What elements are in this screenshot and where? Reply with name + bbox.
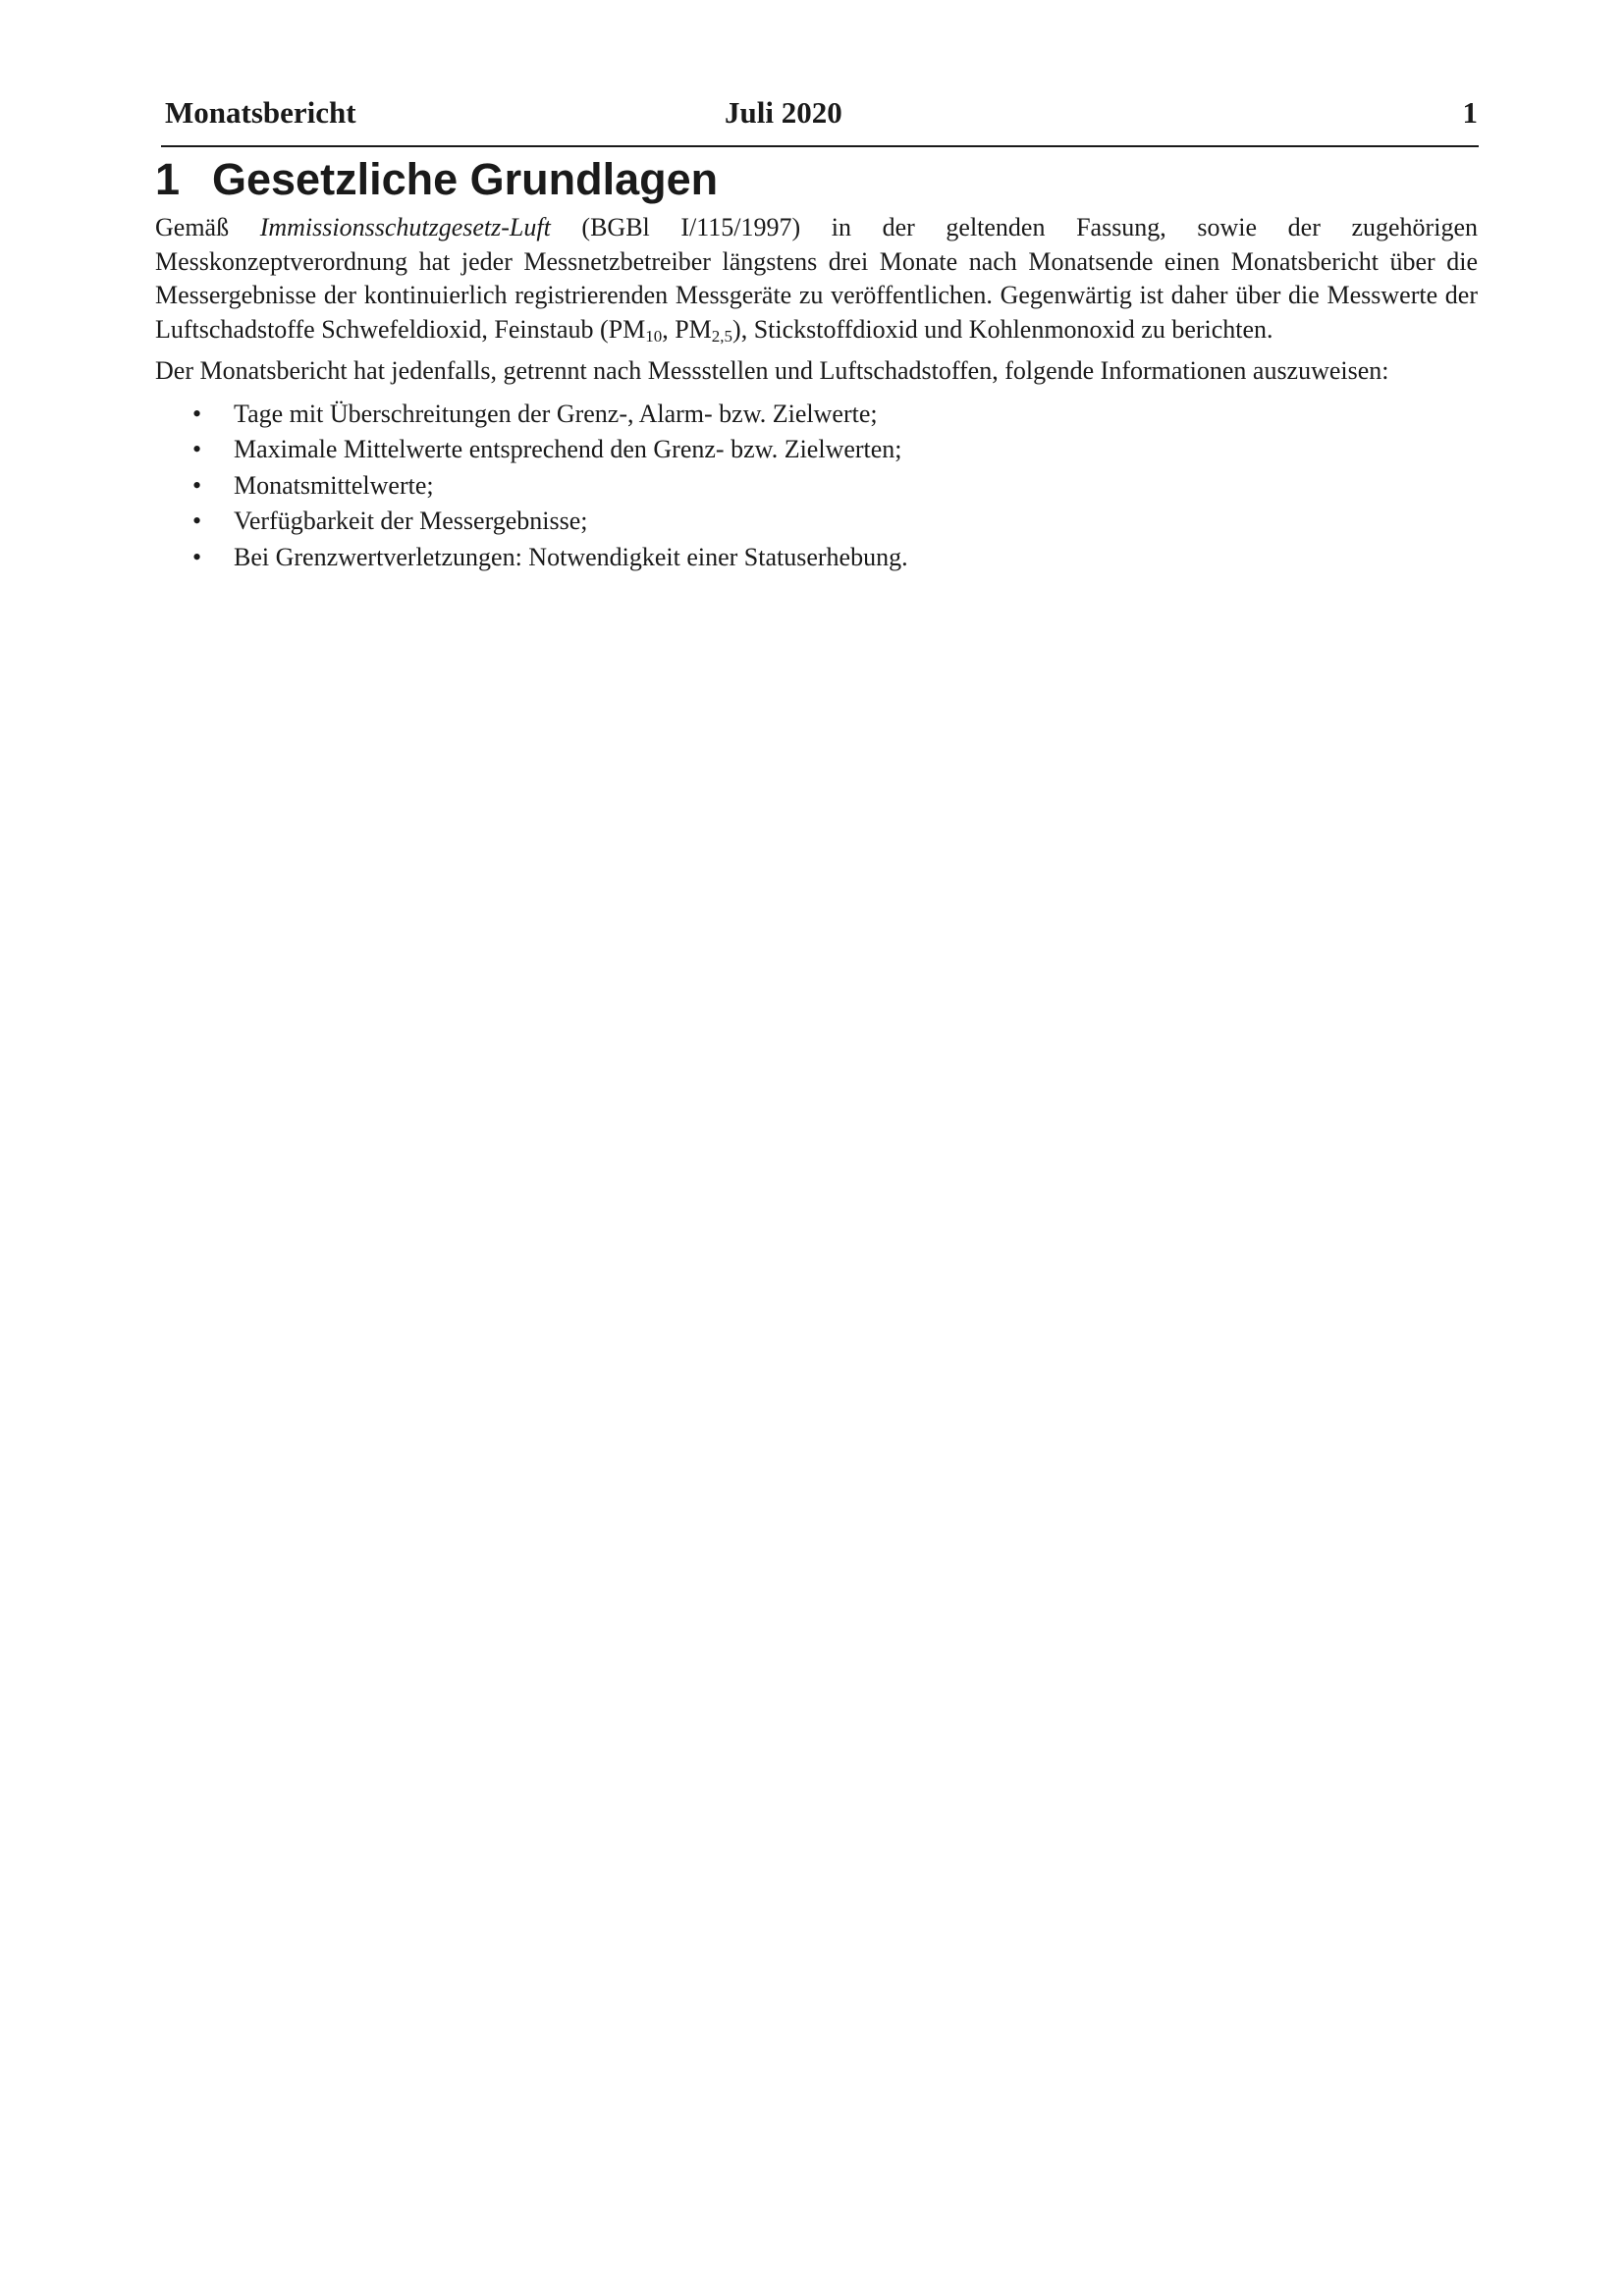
section-heading <box>155 152 718 207</box>
header-report-title: Monatsbericht <box>165 95 356 130</box>
list-item-text: Monatsmittelwerte; <box>234 470 434 500</box>
required-information-list <box>155 397 1478 576</box>
section-body <box>155 211 1478 575</box>
paragraph-text: ), Stickstoffdioxid und Kohlenmonoxid zu berichten. <box>732 314 1273 344</box>
bullet-icon: • <box>192 470 202 500</box>
paragraph-text: Gemäß <box>155 213 260 241</box>
paragraph-report-contents: Der Monatsbericht hat jedenfalls, getrennt nach Messstellen und Luftschadstoffen, folgende Informationen auszuweisen: <box>155 356 1389 385</box>
list-item-text: Tage mit Überschreitungen der Grenz-, Alarm- bzw. Zielwerte; <box>234 399 878 428</box>
list-item-text: Maximale Mittelwerte entsprechend den Grenz- bzw. Zielwerten; <box>234 435 902 463</box>
list-item <box>155 504 1478 540</box>
list-item <box>155 397 1478 433</box>
bullet-icon: • <box>192 435 202 463</box>
list-item <box>155 432 1478 468</box>
pm25-subscript: 2,5 <box>711 326 733 346</box>
list-item <box>155 468 1478 505</box>
list-item-text: Verfügbarkeit der Messergebnisse; <box>234 507 588 535</box>
list-item-text: Bei Grenzwertverletzungen: Notwendigkeit einer Statuserhebung. <box>234 542 908 571</box>
law-name: Immissionsschutzgesetz-Luft <box>259 213 551 241</box>
list-item <box>155 540 1478 576</box>
bullet-icon: • <box>192 507 202 535</box>
section-number: 1 <box>155 154 181 204</box>
paragraph-text: , <box>662 314 676 344</box>
header-report-month: Juli 2020 <box>725 95 842 130</box>
pm10-label: PM <box>608 314 646 344</box>
header-page-number: 1 <box>1462 95 1478 130</box>
bullet-icon: • <box>192 399 202 428</box>
header-rule <box>161 145 1479 147</box>
paragraph-legal-basis <box>155 211 1478 347</box>
section-title: Gesetzliche Grundlagen <box>212 154 719 204</box>
pm10-subscript: 10 <box>645 326 663 346</box>
pm25-label: PM <box>675 314 712 344</box>
paragraph-text: (BGBl I/115/1997) in der geltenden Fassung, sowie der zugehörigen Messkonzeptverordnung hat jeder Messnetzbetreiber längstens drei Monate nach Monatsende einen Monatsbericht über die Messergebnisse der kontinuierlich registrierenden Messgeräte zu veröffentlichen. Gegenwärtig ist daher über die Messwerte der Luftschadstoffe Schwefeldioxid, Feinstaub ( <box>155 213 1478 344</box>
bullet-icon: • <box>192 542 202 571</box>
running-header <box>165 95 1478 136</box>
